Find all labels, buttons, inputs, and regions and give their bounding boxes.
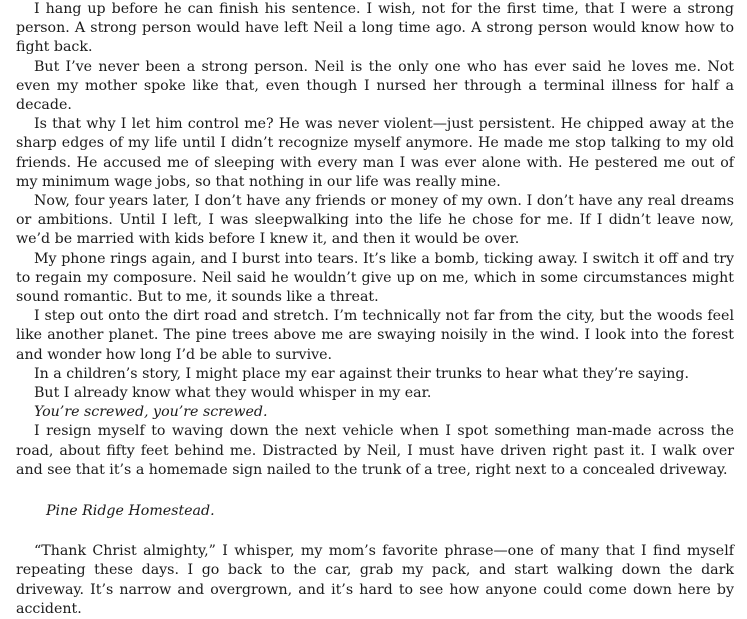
paragraph-6: I step out onto the dirt road and stretch. I’m technically not far from the city, but the woods feel like another planet. The pine trees above me are swaying noisily in the wind. I look into the forest and wonder how long I’d be able to survive. <box>16 308 734 363</box>
italic-thought: You’re screwed, you’re screwed. <box>34 404 268 421</box>
paragraph-3: Is that why I let him control me? He was never violent—just persistent. He chipped away at the sharp edges of my life until I didn’t recognize myself anymore. He made me stop talking to my old friends. He accused me of sleeping with every man I was ever alone with. He pestered me out of my minimum wage jobs, so that nothing in our life was really mine. <box>16 116 734 190</box>
closing-paragraph: “Thank Christ almighty,” I whisper, my mom’s favorite phrase—one of many that I find myself repeating these days. I go back to the car, grab my pack, and start walking down the dark driveway. It’s narrow and overgrown, and it’s hard to see how anyone could come down here by accident. <box>16 543 734 617</box>
sign-text: Pine Ridge Homestead. <box>46 503 215 520</box>
book-page <box>16 0 734 619</box>
paragraph-2: But I’ve never been a strong person. Neil is the only one who has ever said he loves me. Not even my mother spoke like that, even though I nursed her through a terminal illness for half a decade. <box>16 58 734 114</box>
paragraph-10: I resign myself to waving down the next vehicle when I spot something man-made across the road, about fifty feet behind me. Distracted by Neil, I must have driven right past it. I walk over and see that it’s a homemade sign nailed to the trunk of a tree, right next to a concealed driveway. <box>16 423 734 478</box>
paragraph-7: In a children’s story, I might place my ear against their trunks to hear what they’re saying. <box>34 365 689 382</box>
paragraph-8: But I already know what they would whisper in my ear. <box>34 385 432 402</box>
paragraph-1: I hang up before he can finish his sentence. I wish, not for the first time, that I were a strong person. A strong person would have left Neil a long time ago. A strong person would know how to fight back. <box>16 1 734 56</box>
paragraph-5: My phone rings again, and I burst into tears. It’s like a bomb, ticking away. I switch it off and try to regain my composure. Neil said he wouldn’t give up on me, which in some circumstances might sound romantic. But to me, it sounds like a threat. <box>16 250 734 306</box>
paragraph-4: Now, four years later, I don’t have any friends or money of my own. I don’t have any real dreams or ambitions. Until I left, I was sleepwalking into the life he chose for me. If I didn’t leave now, we’d be married with kids before I knew it, and then it would be over. <box>16 193 734 248</box>
